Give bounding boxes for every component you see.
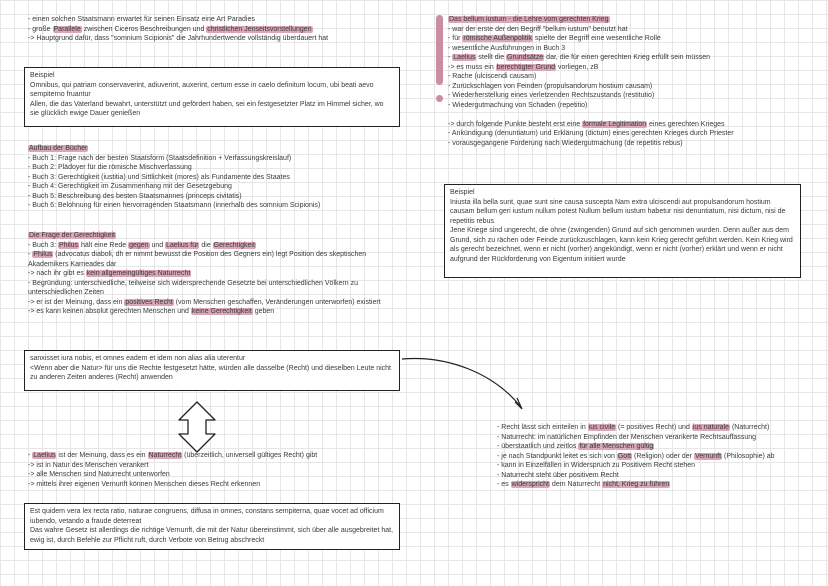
text-run: - — [448, 54, 453, 61]
text-run: und — [149, 241, 166, 249]
highlighted-text: Das bellum iustum - die Lehre vom gerechten Krieg — [449, 16, 609, 23]
box-text-line: Est quidem vera lex recta ratio, naturae congruens, diffusa in omnes, constans sempiterna, quae vocet ad officium iubendo, vetando a fraude deterreat — [30, 508, 384, 525]
highlighted-text: keine Gerechtigkeit — [191, 308, 252, 315]
text-run: -> ist in Natur des Menschen verankert — [28, 461, 149, 469]
highlighted-text: Laelius — [33, 452, 56, 459]
box-text-line: Iniusta illa bella sunt, quae sunt sine causa suscepta Nam extra ulciscendi aut propulsandorum hostium causam bellum geri iustum nullum potest Nullum bellum iustum habetur nisi denuntiatum, nisi dictum, nisi de repetitis rebus — [450, 198, 786, 225]
text-run: zwischen Ciceros Beschreibungen und — [81, 25, 207, 33]
highlighted-text: christlichen Jenseitsvorstellungen — [207, 25, 312, 33]
text-run: - Buch 3: — [28, 241, 58, 249]
text-run: (Religion) oder der — [632, 452, 694, 460]
text-run: -> mittels ihrer eigenen Vernunft können Menschen dieses Recht erkennen — [28, 480, 261, 488]
text-run: -> alle Menschen sind Naturrecht unterworfen — [28, 471, 170, 478]
text-run: die — [199, 241, 213, 249]
text-run: (vom Menschen geschaffen, Veränderungen unterworfen) existiert — [173, 298, 381, 306]
text-run: - Buch 2: Plädoyer für die römische Mischverfassung — [28, 164, 192, 171]
text-run: - es — [497, 481, 511, 488]
text-run: hält eine Rede — [79, 241, 129, 249]
text-run: stellt die — [476, 54, 507, 61]
double-arrow-icon — [179, 402, 215, 452]
text-run: -> durch folgende Punkte besteht erst eine — [448, 120, 583, 128]
text-run: dar, die für einen gerechten Krieg erfüllt sein müssen — [544, 54, 710, 61]
box-text-line: Allen, die das Vaterland bewahrt, unterstützt und gefördert haben, sei ein festgesetzter Platz im Himmel sicher, wo sie glücklich ewige Dauer genießen — [30, 100, 384, 117]
text-run: spielte der Begriff eine wesentliche Rolle — [532, 35, 661, 42]
box-text-line: <Wenn aber die Natur> für uns die Rechte festgesetzt hätte, würden alle dasselbe (Recht) und dieselben Leute nicht zu anderen Zeiten anderes (Recht) anwenden — [30, 364, 391, 381]
text-run: ist der Meinung, dass es ein — [56, 452, 148, 459]
text-run: - Ankündigung (denuntiatum) und Erklärung (dictum) eines gerechten Krieges durch Priester — [448, 130, 734, 137]
highlighted-text: Philus — [58, 241, 79, 249]
highlighted-text: widerspricht — [511, 481, 549, 488]
text-run: - war der erste der den Begriff "bellum iustum" benutzt hat — [448, 25, 628, 33]
text-run: - Buch 5: Beschreibung des besten Staatsmannes (princeps civitatis) — [28, 192, 242, 200]
highlighted-text: Philus — [33, 251, 53, 258]
text-run: -> er ist der Meinung, dass ein — [28, 298, 125, 306]
highlighted-text: ius naturale — [692, 424, 729, 431]
highlighted-text: Laelius — [453, 54, 476, 61]
highlighted-text: Grundsätze — [507, 54, 544, 61]
text-run: - Zurückschlagen von Feinden (propulsandorum hostium causam) — [448, 82, 653, 90]
highlighted-text: Vernunft — [694, 452, 722, 460]
text-run: unterschiedlichen Zeiten — [28, 289, 104, 296]
box-text-line: Omnibus, qui patriam conservaverint, adiuverint, auxerint, certum esse in caelo definitum locum, ubi beati aevo sempiterno fruantur — [30, 81, 374, 98]
text-run: - — [28, 452, 33, 459]
highlighted-text: Aufbau der Bücher — [29, 145, 88, 152]
text-run: (advocatus diaboli, dh er nimmt bewusst die Position des Gegners ein) legt Position des skeptischen — [53, 251, 367, 258]
text-run: - Buch 6: Belohnung für einen hervorragenden Staatsmann (innerhalb des somnium Scipionis) — [28, 202, 321, 209]
text-run: - vorausgegangene Forderung nach Wiedergutmachung (de repetitis rebus) — [448, 139, 683, 147]
highlighted-text: Die Frage der Gerechtigkeit — [29, 232, 115, 239]
highlighted-text: kein allgemeingültiges Naturrecht — [86, 270, 191, 277]
highlighted-text: Parallele — [53, 25, 81, 33]
text-run: dem Naturrecht — [549, 481, 603, 488]
text-run: - Rache (ulciscendi causam) — [448, 73, 537, 80]
highlighted-text: Naturrecht — [148, 452, 182, 459]
text-run: - Recht lässt sich einteilen in — [497, 424, 588, 431]
box-text-line: Das wahre Gesetz ist allerdings die richtige Vernunft, die mit der Natur übereinstimmt, sich über alle ausgebreitet hat, ewig ist, durch Befehle zur Pflicht ruft, durch Verbote von Betrug abschreckt — [30, 527, 394, 544]
text-run: - Buch 3: Gerechtigkeit (iustitia) und Sittlichkeit (mores) als Fundamente des Staates — [28, 173, 290, 181]
text-run: - Naturrecht: im natürlichen Empfinden der Menschen verankerte Rechtsauffassung — [497, 433, 757, 441]
highlighted-text: Gerechtigkeit — [213, 241, 255, 249]
highlighted-text: für alle Menschen gültig — [579, 443, 654, 450]
text-run: -> Hauptgrund dafür, dass "somnium Scipionis" die Jahrhundertwende vollständig überdauert hat — [28, 35, 329, 42]
text-run: -> nach ihr gibt es — [28, 270, 86, 277]
text-run: (Philosophie) ab — [722, 452, 775, 460]
text-run: - kann in Einzelfällen in Widerspruch zu Positivem Recht stehen — [497, 462, 696, 469]
text-run: (= positives Recht) und — [616, 424, 692, 431]
box-heading: Beispiel — [450, 189, 475, 196]
text-run: - Wiederherstellung eines verletzenden Rechtszustands (restitutio) — [448, 92, 655, 99]
text-run: - große — [28, 25, 53, 33]
highlighted-text: berechtigter Grund — [496, 63, 556, 71]
text-run: - Buch 1: Frage nach der besten Staatsform (Staatsdefinition + Verfassungskreislauf) — [28, 154, 292, 162]
text-run: - je nach Standpunkt leitet es sich von — [497, 452, 617, 460]
highlighted-text: Gott — [617, 452, 632, 460]
highlighted-text: nicht, Krieg zu führen — [603, 481, 670, 488]
highlighted-text: Laelius für — [166, 241, 199, 249]
text-run: - einen solchen Staatsmann erwartet für seinen Einsatz eine Art Paradies — [28, 16, 255, 23]
text-run: - — [28, 251, 33, 258]
box-heading: Beispiel — [30, 72, 55, 79]
text-run: -> es muss ein — [448, 63, 496, 71]
highlighted-text: gegen — [129, 241, 149, 249]
text-run: eines gerechten Krieges — [647, 120, 725, 128]
curved-arrow-icon — [402, 358, 520, 406]
box-text-line: sanxisset iura nobis, et omnes eadem et idem non alias alia uterentur — [30, 355, 246, 362]
text-run: - überstaatlich und zeitlos — [497, 443, 579, 450]
text-run: - Wiedergutmachung von Schaden (repetitio) — [448, 101, 588, 109]
text-run: - für — [448, 35, 463, 42]
text-run: geben — [252, 308, 275, 315]
highlighted-text: ius civile — [588, 424, 616, 431]
text-run: Akademikers Karneades dar — [28, 260, 117, 268]
text-run: -> es kann keinen absolut gerechten Menschen und — [28, 308, 191, 315]
highlighted-text: römische Außenpolitik — [463, 35, 532, 42]
text-run: (überzeitlich, universell gültiges Recht) gibt — [182, 452, 318, 459]
highlighted-text: formale Legitimation — [583, 120, 647, 128]
text-run: vorliegen, zB — [556, 63, 599, 71]
text-run: - Naturrecht steht über positivem Recht — [497, 471, 619, 479]
text-run: - Begründung: unterschiedliche, teilweise sich widersprechende Gesetzte bei unterschiedlichen Völkern zu — [28, 279, 358, 287]
box-text-line: Jene Kriege sind ungerecht, die ohne (zwingenden) Grund auf sich genommen wurden. Denn außer aus dem Grund, sich zu rächen oder Feinde zurückzuschlagen, kann kein Krieg gerecht geführt werden. Kein Krieg wird als gerecht bezeichnet, wenn er nicht (vorher) angekündigt, wenn er nicht (vorher) erklärt und wenn er nicht aufgrund der Rückforderung von Eigentum initiiert wurde — [450, 227, 793, 263]
text-run: - Buch 4: Gerechtigkeit im Zusammenhang mit der Gesetzgebung — [28, 183, 232, 190]
text-run: - wesentliche Ausführungen in Buch 3 — [448, 44, 566, 52]
highlighted-text: positives Recht — [125, 298, 173, 306]
text-run: (Naturrecht) — [730, 424, 770, 431]
